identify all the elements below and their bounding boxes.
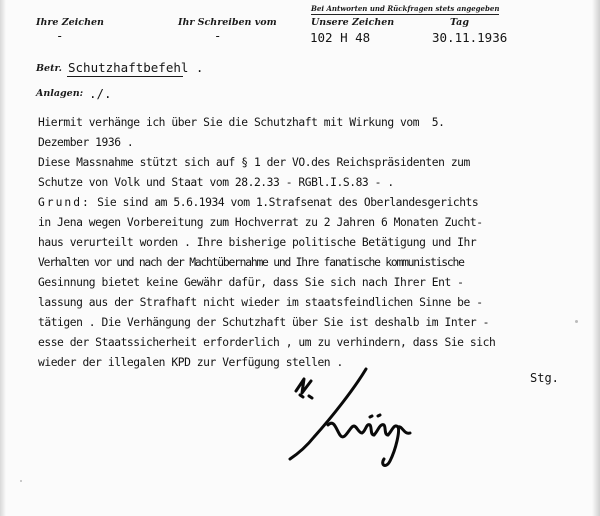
attachments-label: Anlagen: [36, 88, 84, 99]
grund-label: Grund: [38, 196, 91, 209]
date-label: Tag [450, 17, 469, 28]
signature [270, 365, 420, 475]
scan-speck [575, 320, 578, 323]
body-line: Verhalten vor und nach der Machtübernahme und Ihre fanatische kommunistische [38, 256, 464, 269]
your-reference-label: Ihre Zeichen [36, 17, 104, 28]
body-line: Diese Massnahme stützt sich auf § 1 der VO.des Reichspräsidenten zum [38, 156, 470, 169]
body-line: haus verurteilt worden . Ihre bisherige politische Betätigung und Ihr [38, 236, 477, 249]
body-line-grund [38, 193, 583, 213]
body-line-text: Sie sind am 5.6.1934 vom 1.Strafsenat des Oberlandesgerichts [97, 196, 479, 209]
body-line: Schutze von Volk und Staat vom 28.2.33 - RGBl.I.S.83 - . [38, 176, 394, 189]
your-letter-value: - [214, 29, 222, 43]
closing-abbreviation: Stg. [530, 371, 559, 385]
body-line: wieder der illegalen KPD zur Verfügung stellen . [38, 356, 343, 369]
body-line: esse der Staatssicherheit erforderlich , um zu verhindern, dass Sie sich [38, 336, 496, 349]
body-line: Hiermit verhänge ich über Sie die Schutzhaft mit Wirkung vom 5. [38, 116, 445, 129]
subject-label: Betr. [36, 63, 62, 74]
letter-body [38, 113, 583, 373]
body-line: Gesinnung bietet keine Gewähr dafür, dass Sie sich nach Ihrer Ent - [38, 276, 464, 289]
body-line: in Jena wegen Vorbereitung zum Hochverrat zu 2 Jahren 6 Monaten Zucht- [38, 216, 483, 229]
date-value: 30.11.1936 [432, 30, 508, 45]
body-line: tätigen . Die Verhängung der Schutzhaft über Sie ist deshalb im Inter - [38, 316, 489, 329]
reply-note: Bei Antworten und Rückfragen stets angegeben [311, 4, 500, 13]
subject-underline [67, 76, 183, 77]
body-line: lassung aus der Strafhaft nicht wieder im staatsfeindlichen Sinne be - [38, 296, 483, 309]
our-reference-value: 102 H 48 [310, 30, 371, 45]
your-letter-label: Ihr Schreiben vom [178, 17, 277, 28]
body-line: Dezember 1936 . [38, 136, 134, 149]
subject-value: Schutzhaftbefehl . [68, 60, 204, 75]
scan-speck [20, 480, 22, 482]
your-reference-value: - [56, 29, 64, 43]
attachments-value: ./. [89, 86, 112, 101]
our-reference-label: Unsere Zeichen [311, 17, 395, 28]
